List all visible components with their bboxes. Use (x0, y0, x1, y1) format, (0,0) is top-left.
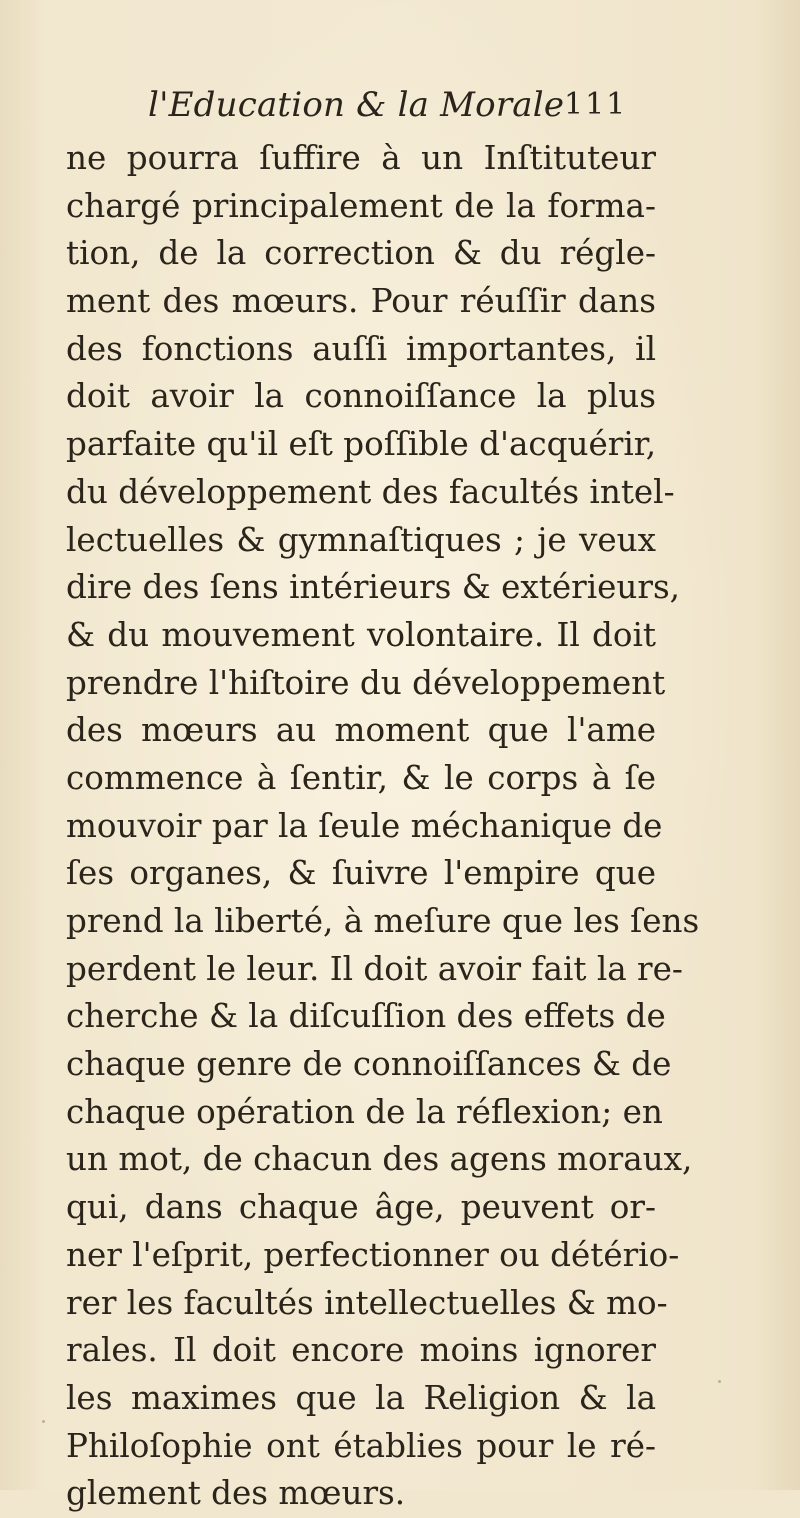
text-line: doit avoir la connoiſſance la plus (66, 377, 656, 416)
text-line: qui, dans chaque âge, peuvent or- (66, 1188, 656, 1227)
text-line: rer les facultés intellectuelles & mo- (66, 1283, 668, 1322)
paper-speck (640, 1398, 643, 1401)
text-line: chaque opération de la réflexion; en (66, 1092, 663, 1131)
text-line: des fonctions auſſi importantes, il (66, 329, 656, 368)
body-text (66, 135, 700, 1518)
text-line: ſes organes, & ſuivre l'empire que (66, 854, 656, 893)
paper-speck (42, 1420, 45, 1423)
text-line: ment des mœurs. Pour réuſſir dans (66, 282, 656, 321)
text-line: ne pourra ſuffire à un Inſtituteur (66, 139, 656, 177)
text-line: rales. Il doit encore moins ignorer (66, 1331, 656, 1370)
text-line: commence à ſentir, & le corps à ſe (66, 758, 656, 797)
text-line: mouvoir par la ſeule méchanique de (66, 806, 663, 845)
page-number: 111 (564, 87, 628, 122)
text-line: du développement des facultés intel- (66, 472, 675, 511)
text-line: & du mouvement volontaire. Il doit (66, 615, 656, 654)
text-line: ner l'eſprit, perfectionner ou détério- (66, 1235, 680, 1274)
text-line: prendre l'hiſtoire du développement (66, 663, 666, 702)
text-line: perdent le leur. Il doit avoir fait la re- (66, 949, 683, 988)
paper-speck (718, 1380, 721, 1383)
text-line: tion, de la correction & du régle- (66, 234, 656, 273)
page-header (0, 80, 800, 130)
text-line: dire des ſens intérieurs & extérieurs, (66, 568, 681, 607)
text-line: cherche & la diſcuſſion des effets de (66, 997, 666, 1036)
running-title: l'Education & la Morale (148, 85, 565, 125)
text-line: chaque genre de connoiſſances & de (66, 1045, 672, 1084)
text-line: un mot, de chacun des agens moraux, (66, 1140, 693, 1179)
text-line: des mœurs au moment que l'ame (66, 711, 656, 750)
text-line: les maximes que la Religion & la (66, 1378, 656, 1417)
text-line: chargé principalement de la forma- (66, 186, 656, 225)
paper-speck (540, 1450, 543, 1453)
text-line: glement des mœurs. (66, 1474, 406, 1513)
text-line: prend la liberté, à meſure que les ſens (66, 902, 700, 940)
text-line: lectuelles & gymnaſtiques ; je veux (66, 520, 656, 559)
text-line: Philoſophie ont établies pour le ré- (66, 1426, 656, 1465)
text-line: parfaite qu'il eſt poſſible d'acquérir, (66, 425, 657, 464)
